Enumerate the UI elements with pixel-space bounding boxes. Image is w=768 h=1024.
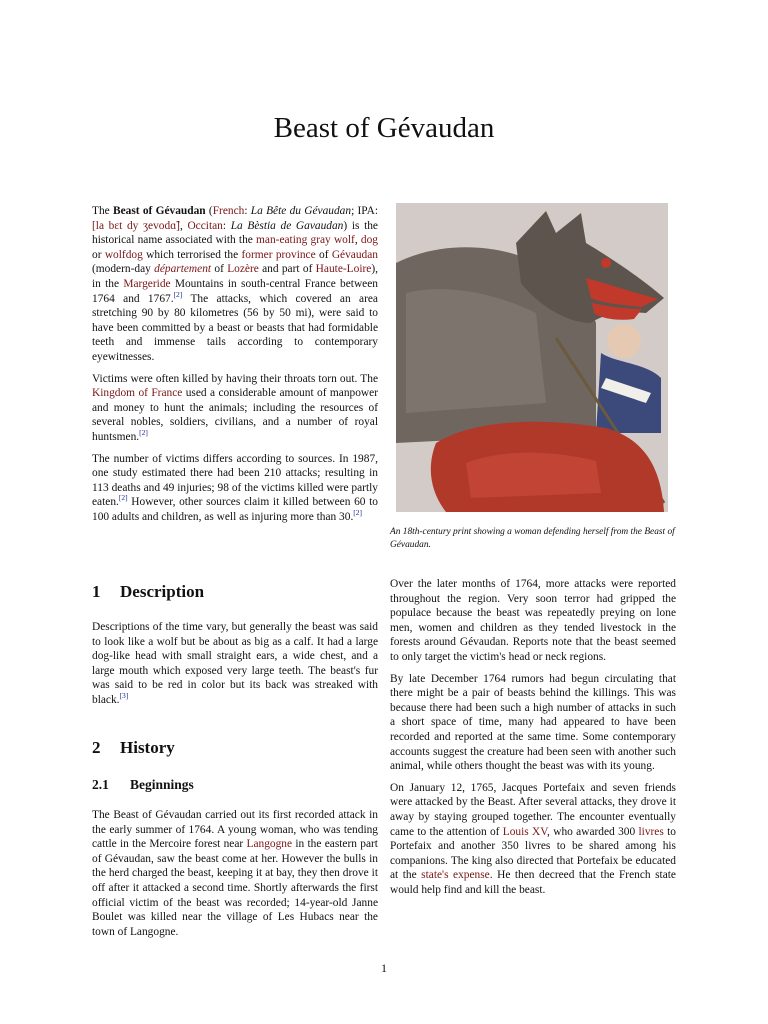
link-langogne[interactable]: Langogne [246, 838, 293, 851]
text-run: of [211, 263, 228, 276]
intro-text [92, 204, 378, 531]
text-run: ), in the [92, 263, 378, 290]
citation-ref[interactable]: [2] [139, 428, 148, 438]
text-run: The number of victims differs according to sources. In 1987, one study estimated there had been 210 attacks; resulting in 113 deaths and 49 injuries; 98 of the victims killed were partly eaten. [92, 452, 378, 509]
link-kingdom-of-france[interactable]: Kingdom of France [92, 387, 183, 400]
beginnings-text [92, 808, 378, 946]
subsection-number: 2.1 [92, 777, 109, 792]
text-run: in the eastern part of Gévaudan, saw the beast come at her. However the bulls in the herd charged the beast, keeping it at bay, they then drove it off after it attacked a second time. Shortly afterwards the first official victim of the beast was recorded; 14-year-old Janne Boulet was killed near the village of Les Hubacs near the town of Langogne. [92, 838, 378, 938]
link-haute-loire[interactable]: Haute-Loire [315, 263, 372, 276]
link-former-province[interactable]: former province [241, 248, 316, 261]
text-run: However, other sources claim it killed between 60 to 100 adults and children, as well as injuring more than 30. [92, 496, 378, 523]
section-title: Description [120, 582, 205, 601]
section-number: 2 [92, 738, 101, 757]
history-paragraph-2: By late December 1764 rumors had begun circulating that there might be a pair of beasts behind the killings. This was because there had been such a high number of attacks in such a short space of time, many had appeared to have been recorded and reported at the same time. Some contemporary accounts suggest the creature had been seen with another such animal, while others thought the beast was with its young. [390, 672, 676, 773]
link-gevaudan[interactable]: Gévaudan [331, 248, 378, 261]
intro-paragraph-2 [92, 372, 378, 445]
link-ipa[interactable]: [la bɛt dy ʒevodɑ̃] [92, 219, 180, 232]
beast-illustration [396, 203, 668, 512]
text-run: ) is the historical name associated with the [92, 219, 378, 247]
citation-ref[interactable]: [2] [118, 493, 128, 503]
text-run: : [244, 205, 251, 217]
text-run: , [179, 219, 188, 232]
history-paragraph-1: Over the later months of 1764, more attacks were reported throughout the region. Very soon terror had gripped the populace because the beast was repeatedly preying on lone men, women and children as they tended livestock in the forests around Gévaudan. Reports note that the beast seemed to only target the victim's head or neck regions. [390, 578, 676, 663]
citation-ref[interactable]: [2] [173, 289, 183, 299]
description-paragraph [92, 620, 378, 708]
beginnings-paragraph [92, 808, 378, 939]
text-run: of [315, 248, 332, 261]
section-title: History [120, 738, 175, 757]
section-heading-history [92, 738, 175, 758]
text-run: The Beast of Gévaudan carried out its first recorded attack in the early summer of 1764. A young woman, who was tending cattle in the Mercoire forest near [92, 809, 378, 851]
section-number: 1 [92, 582, 101, 601]
text-run: ; IPA: [351, 205, 378, 217]
link-margeride[interactable]: Margeride [123, 277, 171, 290]
subsection-title: Beginnings [130, 777, 194, 792]
text-run: used a considerable amount of manpower and money to hunt the animals; including the resources of several nobles, soldiers, civilians, and a number of royal huntsmen. [92, 387, 378, 443]
article-subject: Beast of Gévaudan [112, 205, 206, 217]
text-run: which terrorised the [142, 248, 242, 261]
link-wolfdog[interactable]: wolfdog [104, 248, 143, 261]
link-lozere[interactable]: Lozère [227, 263, 259, 276]
intro-paragraph-3 [92, 452, 378, 525]
link-departement[interactable]: département [154, 263, 212, 276]
text-run: On January 12, 1765, Jacques Portefaix and seven friends were attacked by the Beast. After several attacks, they drove it away by staying grouped together. The encounter eventually came to the attention of [390, 781, 676, 838]
text-run: Victims were often killed by having their throats torn out. The [92, 372, 378, 385]
history-paragraph-3 [390, 781, 676, 898]
text-run: to Portefaix and another 350 livres to be shared among his companions. The king also directed that Portefaix be educated at the [390, 825, 676, 882]
link-livres[interactable]: livres [638, 825, 664, 838]
occitan-name: La Bèstia de Gavaudan [230, 219, 344, 232]
link-gray-wolf[interactable]: gray wolf [310, 234, 355, 247]
figure-caption: An 18th-century print showing a woman defending herself from the Beast of Gévaudan. [390, 527, 675, 550]
text-run: , [354, 234, 361, 247]
text-run: and part of [258, 263, 316, 276]
french-name: La Bête du Gévaudan [250, 205, 352, 217]
section-heading-description [92, 582, 204, 602]
text-run: (modern-day [92, 263, 155, 276]
link-states-expense[interactable]: state's expense [421, 869, 490, 882]
text-run: Mountains in south-central France between 1764 and 1767. [92, 277, 378, 305]
text-run: , who awarded 300 [547, 825, 639, 838]
citation-ref[interactable]: [2] [353, 508, 363, 518]
link-french[interactable]: French [212, 205, 245, 217]
link-louis-xv[interactable]: Louis XV [502, 825, 548, 838]
description-text [92, 620, 378, 715]
wolf-attack-print-image [396, 203, 668, 512]
text-run: ( [205, 205, 213, 217]
text-run: : [222, 219, 231, 232]
history-continued-text [390, 577, 676, 904]
citation-ref[interactable]: [3] [119, 691, 129, 701]
link-dog[interactable]: dog [360, 234, 378, 247]
text-run: The attacks, which covered an area stretching 90 by 80 kilometres (56 by 50 mi), were said to have been committed by a beast or beasts that had formidable teeth and immense tails according to contemporary eyewitnesses. [92, 292, 378, 363]
page-number: 1 [381, 961, 387, 975]
text-run: . He then decreed that the French state would help find and kill the beast. [390, 869, 676, 896]
text-run: Descriptions of the time vary, but generally the beast was said to look like a wolf but be about as big as a calf. It had a large dog-like head with small straight ears, a wide chest, and a large mouth which exposed very large teeth. The beast's fur was said to be red in color but its back was streaked with black. [92, 621, 378, 706]
text-run: or [92, 248, 105, 261]
link-occitan[interactable]: Occitan [187, 219, 223, 232]
page-title: Beast of Gévaudan [273, 112, 495, 144]
subsection-heading-beginnings [92, 777, 194, 793]
text-run: The [92, 205, 113, 217]
link-man-eating[interactable]: man-eating [256, 234, 308, 247]
intro-paragraph-1 [92, 204, 378, 365]
